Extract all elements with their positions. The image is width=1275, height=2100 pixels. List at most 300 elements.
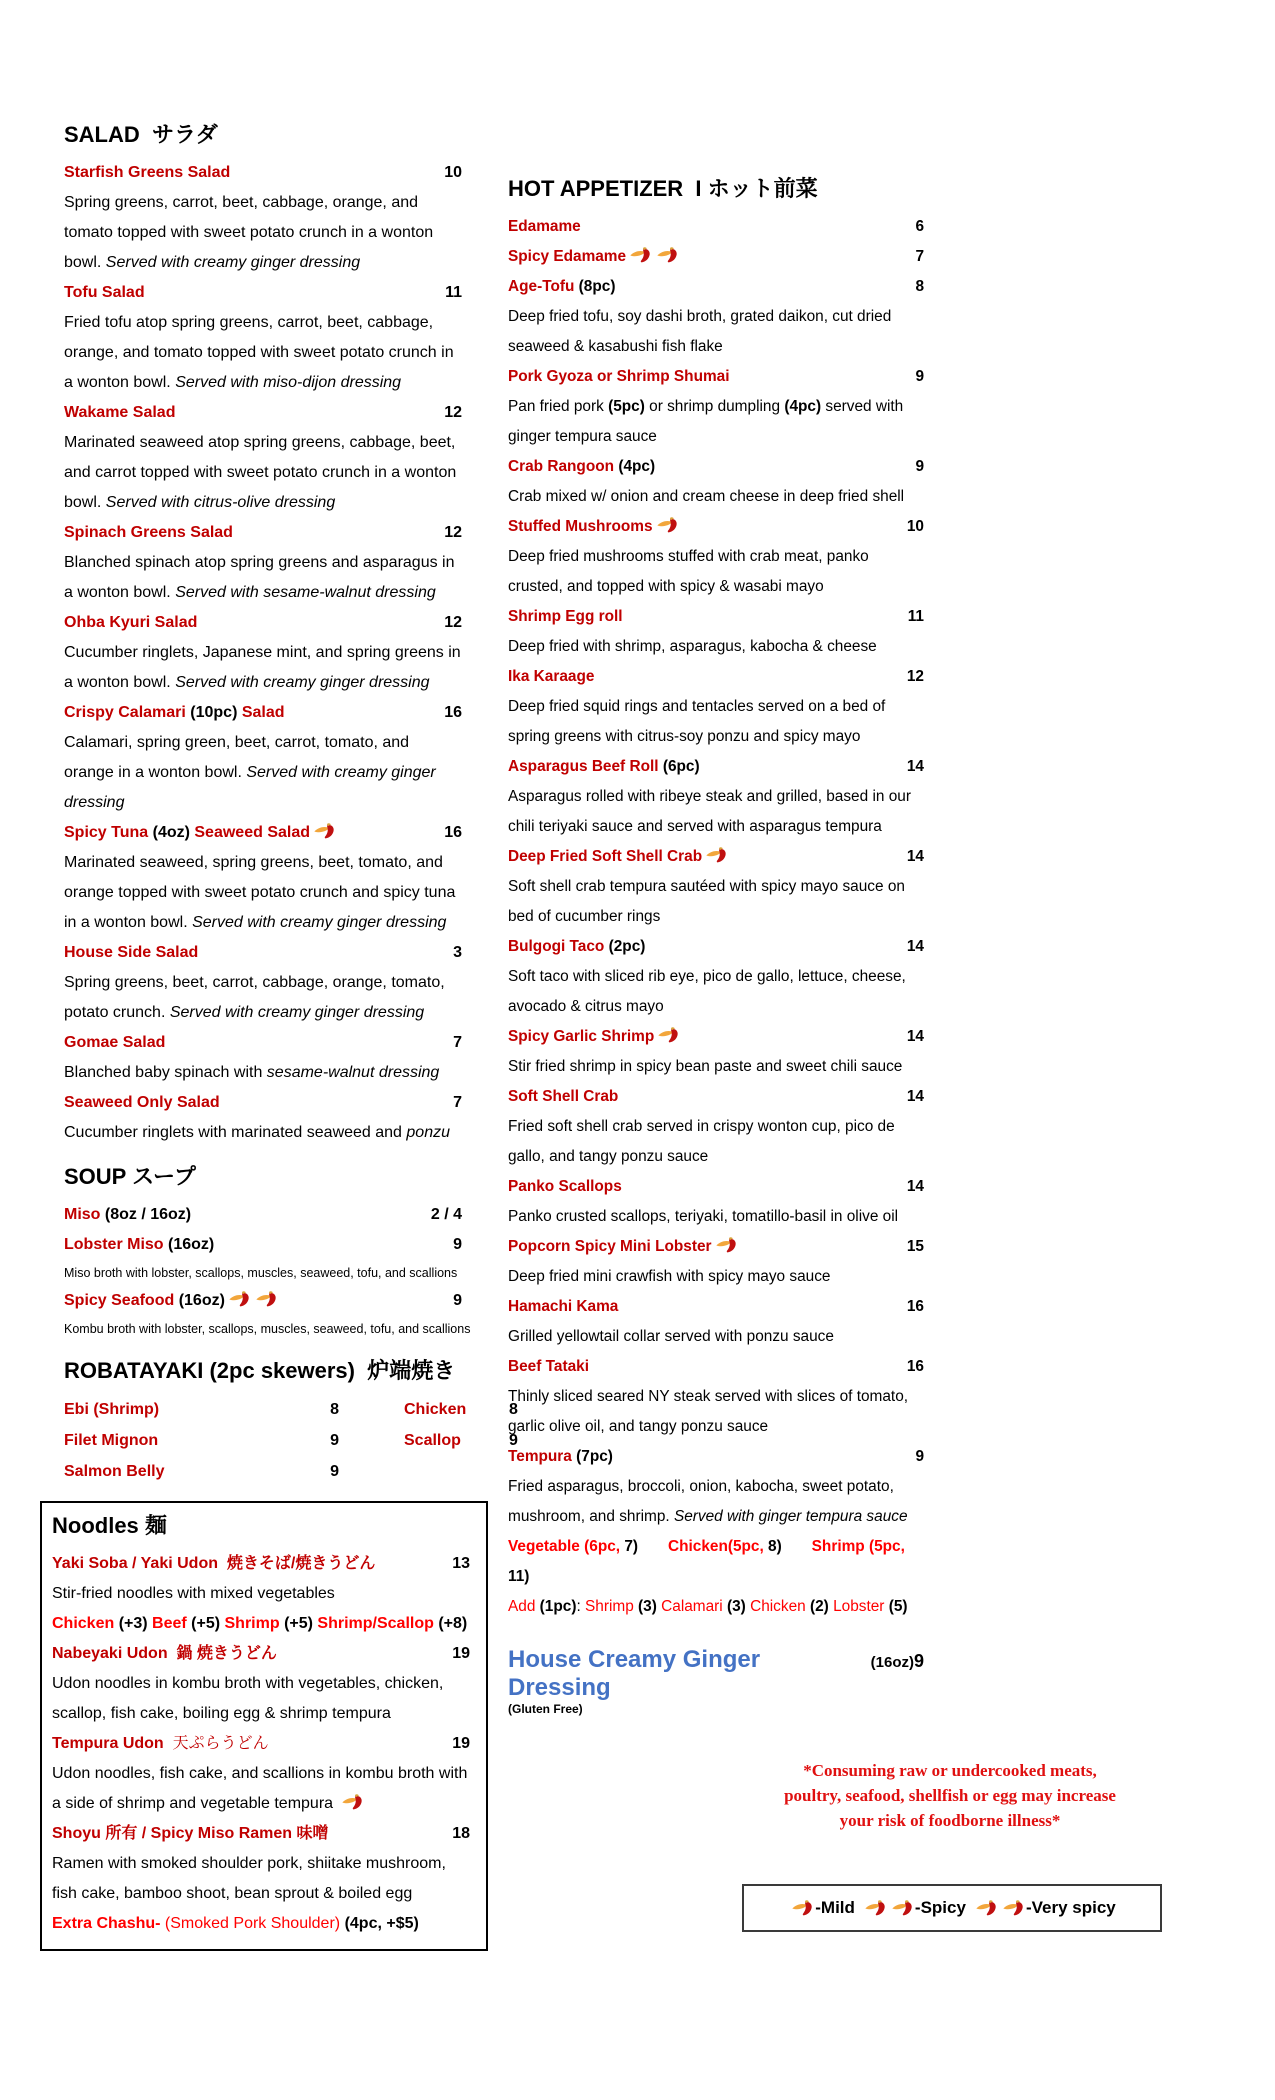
text-segment: Cucumber ringlets, Japanese mint, and spring greens in a wonton bowl. [64,644,466,691]
text-segment: Blanched baby spinach with [64,1064,267,1081]
legend-item [972,1898,1116,1918]
item-name [508,242,907,272]
item-price: 12 [444,404,462,421]
item-name [508,662,899,692]
text-segment: Spicy Seafood [64,1292,179,1309]
item-name [64,818,436,848]
text-segment: Served with creamy ginger dressing [105,254,361,271]
text-segment: ponzu [406,1124,450,1141]
item-price: 14 [906,1088,924,1105]
text-segment: Deep fried squid rings and tentacles served on a bed of spring greens with citrus-soy ponzu and spicy mayo [508,698,890,745]
text-segment: Miso broth with lobster, scallops, muscles, seaweed, tofu, and scallions [64,1266,458,1280]
text-segment: (+5) [191,1615,225,1632]
text-segment: Shrimp/Scallop [317,1615,439,1632]
skewer-name: Scallop [404,1432,461,1449]
item-price: 16 [906,1358,924,1375]
item-name [508,272,907,302]
item-name [508,1292,899,1322]
text-segment: Blanched spinach atop spring greens and asparagus in a wonton bowl. [64,554,459,601]
item-description [64,548,462,608]
soup-section-title: SOUP スープ [64,1164,196,1189]
item-price: 3 [453,944,462,961]
text-segment: Grilled yellowtail collar served with ponzu sauce [508,1328,834,1345]
text-segment: Ramen with smoked shoulder pork, shiitake mushroom, fish cake, bamboo shoot, bean sprout & boiled egg [52,1855,451,1902]
text-segment: 天ぷらうどん [163,1735,269,1752]
text-segment: Marinated seaweed atop spring greens, cabbage, beet, and carrot topped with sweet potato crunch in a wonton bowl. [64,434,461,511]
item-name [52,1909,470,1939]
item-name [508,1022,899,1052]
item-description [508,962,924,1022]
item-name [52,1819,444,1849]
text-segment: Tempura Udon [52,1735,164,1752]
menu-item [508,1172,924,1232]
item-name [64,1028,445,1058]
item-price: 9 [453,1236,462,1253]
noodle-items [52,1549,470,1939]
text-segment: Served with creamy ginger dressing [64,764,441,811]
item-description [64,1316,504,1342]
text-segment: Pork Gyoza or Shrimp Shumai [508,368,730,385]
item-price: 16 [906,1298,924,1315]
item-price: 9 [915,458,924,475]
skewer-name: Salmon Belly [64,1463,165,1480]
item-name [508,452,907,482]
text-segment: Deep fried with shrimp, asparagus, kabocha & cheese [508,638,877,655]
text-segment: 11) [508,1568,530,1585]
item-price: 19 [452,1735,470,1752]
skewer-row [64,1394,518,1425]
chili-icon [228,1291,252,1307]
text-segment: (4pc, +$5) [344,1915,419,1932]
text-segment: Udon noodles, fish cake, and scallions in kombu broth with a side of shrimp and vegetable tempura [52,1765,472,1812]
disclaimer-line: poultry, seafood, shellfish or egg may increase [784,1786,1116,1805]
text-segment: 鍋 焼きうどん [167,1645,277,1662]
text-segment: Spinach Greens Salad [64,524,233,541]
chili-icon [313,823,337,839]
text-segment: Seaweed Salad [189,824,310,841]
text-segment: Soft Shell Crab [508,1088,619,1105]
text-segment: : [576,1598,586,1615]
item-description [64,638,466,698]
menu-item [64,608,466,698]
text-segment: Served with creamy ginger dressing [192,914,447,931]
text-segment: (+8) [438,1615,468,1632]
text-segment: Hamachi Kama [508,1298,619,1315]
menu-item [508,1532,924,1592]
item-price: 10 [444,164,462,181]
house-dressing [508,1646,924,1717]
noodles-section-title: Noodles 麺 [52,1513,167,1538]
item-description [52,1759,470,1819]
item-description [508,1052,924,1082]
menu-item [52,1549,470,1609]
text-segment: (+3) [118,1615,153,1632]
item-name [64,938,445,968]
text-segment: Crab Rangoon [508,458,619,475]
item-price: 9 [915,1448,924,1465]
item-description [508,302,924,362]
skewer-row [64,1456,462,1487]
text-segment: (2pc) [608,938,646,955]
spice-legend [742,1884,1162,1932]
item-name [508,1442,907,1472]
item-name [52,1729,444,1759]
text-segment: Asparagus Beef Roll [508,758,663,775]
text-segment: 8) [768,1538,782,1555]
text-segment: Chicken(5pc, [667,1538,769,1555]
item-price: 16 [444,704,462,721]
robatayaki-rows [64,1394,518,1487]
item-price: 18 [452,1825,470,1842]
item-description [508,1262,924,1292]
text-segment: Spring greens, carrot, beet, cabbage, orange, and tomato topped with sweet potato crunch in a wonton bowl. [64,194,438,271]
item-name [64,1286,445,1316]
text-segment: Calamari [661,1598,727,1615]
item-name [508,1232,899,1262]
item-price: 7 [915,248,924,265]
menu-item [64,698,462,818]
item-price: 16 [444,824,462,841]
menu-item [64,1230,462,1286]
menu-item [64,518,462,608]
soup-items [64,1200,471,1342]
text-segment: Lobster [833,1598,889,1615]
menu-item [508,1352,924,1442]
text-segment: Served with creamy ginger dressing [175,674,430,691]
menu-item [508,602,924,662]
text-segment: Deep fried mushrooms stuffed with crab meat, panko crusted, and topped with spicy & wasabi mayo [508,548,873,595]
noodles-box [40,1501,488,1951]
text-segment: Fried soft shell crab served in crispy wonton cup, pico de gallo, and tangy ponzu sauce [508,1118,899,1165]
item-price: 7 [453,1094,462,1111]
text-segment: Ohba Kyuri Salad [64,614,198,631]
text-segment: 7) [624,1538,639,1555]
text-segment: Calamari, spring green, beet, carrot, tomato, and orange in a wonton bowl. [64,734,414,781]
menu-item [52,1729,470,1819]
item-description [508,542,924,602]
text-segment: (3) [638,1598,662,1615]
text-segment: (4pc) [784,398,822,415]
skewer-price: 9 [330,1463,339,1480]
text-segment: Add [508,1598,540,1615]
item-price: 14 [906,848,924,865]
item-description [52,1669,470,1729]
text-segment: (+5) [284,1615,318,1632]
item-price: 9 [915,368,924,385]
menu-item [52,1819,470,1909]
text-segment: Chicken [750,1598,810,1615]
menu-item [508,1082,924,1172]
text-segment: (5) [888,1598,908,1615]
text-segment: Shrimp [224,1615,285,1632]
text-segment: Lobster Miso [64,1236,169,1253]
item-description [508,1472,924,1532]
text-segment: Served with ginger tempura sauce [673,1508,908,1525]
text-segment: Beef [152,1615,192,1632]
item-price: 12 [906,668,924,685]
salad-items [64,158,466,1148]
item-name [508,1082,899,1112]
text-segment: Shoyu 所有 / Spicy Miso Ramen 味噌 [52,1825,329,1842]
text-segment: (3) [727,1598,751,1615]
item-name [508,212,907,242]
item-name [64,698,436,728]
menu-item [64,398,462,518]
text-segment: Kombu broth with lobster, scallops, muscles, seaweed, tofu, and scallions [64,1322,471,1336]
text-segment: served with ginger tempura sauce [508,398,908,445]
item-description [64,968,462,1028]
skewer-name: Ebi (Shrimp) [64,1401,160,1418]
item-description [508,392,924,452]
text-segment: Asparagus rolled with ribeye steak and grilled, based in our chili teriyaki sauce and served with asparagus tempura [508,788,916,835]
text-segment: Panko crusted scallops, teriyaki, tomatillo-basil in olive oil [508,1208,899,1225]
chili-icon [255,1291,279,1307]
item-description [508,482,924,512]
skewer-name: Chicken [404,1401,467,1418]
skewer-row [64,1425,518,1456]
chili-icon [656,517,680,533]
menu-item [508,272,924,362]
item-name [508,602,900,632]
menu-item [508,1442,924,1532]
disclaimer-line: *Consuming raw or undercooked meats, [803,1761,1097,1780]
text-segment: (8oz / 16oz) [104,1206,192,1223]
skewer-price: 9 [509,1432,518,1449]
disclaimer-line: your risk of foodborne illness* [839,1811,1061,1830]
text-segment: Spicy Tuna [64,824,153,841]
menu-item [508,1232,924,1292]
item-price: 9 [453,1292,462,1309]
item-description [64,188,462,278]
menu-item [64,278,462,398]
legend-item [788,1898,855,1918]
text-segment: Stir fried shrimp in spicy bean paste and sweet chili sauce [508,1058,903,1075]
text-segment: Crab mixed w/ onion and cream cheese in deep fried shell [508,488,905,505]
item-price: 10 [906,518,924,535]
item-name [508,1172,899,1202]
text-segment: Pan fried pork [508,398,609,415]
text-segment: (2) [809,1598,834,1615]
text-segment: Shrimp Egg roll [508,608,623,625]
text-segment: Crispy Calamari [64,704,191,721]
menu-item [508,752,924,842]
text-segment: Marinated seaweed, spring greens, beet, tomato, and orange topped with sweet potato crunch and spicy tuna in a wonton bowl. [64,854,460,931]
menu-item [508,362,924,452]
text-segment: Wakame Salad [64,404,176,421]
text-segment: Chicken [52,1615,119,1632]
item-price: 13 [452,1555,470,1572]
chili-icon [705,847,729,863]
text-segment: sesame-walnut dressing [266,1064,440,1081]
text-segment: Vegetable (6pc, [508,1538,625,1555]
text-segment: Yaki Soba / Yaki Udon [52,1555,218,1572]
text-segment: (4oz) [152,824,190,841]
item-description [64,428,462,518]
text-segment: Fried tofu atop spring greens, carrot, beet, cabbage, orange, and tomato topped with sweet potato crunch in a wonton bowl. [64,314,459,391]
dressing-price: 9 [913,1651,924,1671]
item-name [508,842,899,872]
menu-item [508,1292,924,1352]
item-name [52,1609,470,1639]
text-segment: Served with creamy ginger dressing [169,1004,425,1021]
item-description [508,1382,924,1442]
text-segment: (10pc) [190,704,238,721]
text-segment [638,1538,668,1555]
item-description [52,1579,470,1609]
item-description [52,1849,470,1909]
item-name [508,1352,899,1382]
skewer-name: Filet Mignon [64,1432,159,1449]
disclaimer [705,1758,1195,1833]
item-price: 14 [906,1178,924,1195]
menu-item [64,818,462,938]
text-segment: Stuffed Mushrooms [508,518,653,535]
text-segment: Miso [64,1206,105,1223]
menu-item [508,842,924,932]
legend-label: -Mild [815,1898,855,1917]
text-segment: Udon noodles in kombu broth with vegetables, chicken, scallop, fish cake, boiling egg & shrimp tempura [52,1675,448,1722]
item-name [64,1088,445,1118]
text-segment: (1pc) [539,1598,577,1615]
chili-icon [891,1900,915,1916]
text-segment: Spring greens, beet, carrot, cabbage, orange, tomato, potato crunch. [64,974,450,1021]
item-description [64,728,462,818]
skewer-price: 8 [509,1401,518,1418]
item-price: 6 [915,218,924,235]
menu-item [508,242,924,272]
menu-item [52,1639,470,1729]
item-description [64,1118,462,1148]
item-price: 14 [906,938,924,955]
text-segment: (8pc) [578,278,616,295]
text-segment: Shrimp (5pc, [811,1538,910,1555]
text-segment: (Smoked Pork Shoulder) [164,1915,345,1932]
menu-item [508,932,924,1022]
item-name [64,1200,423,1230]
chili-icon [791,1900,815,1916]
text-segment: Served with miso-dijon dressing [175,374,402,391]
text-segment: Tofu Salad [64,284,145,301]
text-segment: Served with sesame-walnut dressing [175,584,436,601]
text-segment [782,1538,812,1555]
text-segment: Spicy Edamame [508,248,627,265]
item-name [52,1639,444,1669]
legend-label: -Spicy [914,1898,966,1917]
item-name [64,158,436,188]
menu-item [64,1286,471,1342]
text-segment: Served with citrus-olive dressing [105,494,336,511]
item-price: 15 [906,1238,924,1255]
text-segment: Stir-fried noodles with mixed vegetables [52,1585,335,1602]
item-description [64,1058,462,1088]
text-segment: Deep fried mini crawfish with spicy mayo sauce [508,1268,831,1285]
chili-icon [1002,1900,1026,1916]
text-segment: Beef Tataki [508,1358,589,1375]
text-segment: Ika Karaage [508,668,595,685]
text-segment: Deep fried tofu, soy dashi broth, grated daikon, cut dried seaweed & kasabushi fish flake [508,308,896,355]
text-segment: House Side Salad [64,944,199,961]
item-name [508,932,899,962]
menu-item [508,212,924,242]
item-price: 7 [453,1034,462,1051]
text-segment: Seaweed Only Salad [64,1094,220,1111]
item-description [508,632,924,662]
item-name [64,278,437,308]
item-name [64,1230,445,1260]
item-price: 12 [444,614,462,631]
text-segment: or shrimp dumpling [644,398,785,415]
item-description [64,308,462,398]
menu-item [64,938,462,1028]
chili-icon [975,1900,999,1916]
item-name [52,1549,444,1579]
item-description [508,1202,924,1232]
menu-item [508,452,924,512]
item-name [508,362,907,392]
salad-section-title: SALAD サラダ [64,122,218,147]
menu-item [508,1592,924,1622]
text-segment: (16oz) [168,1236,215,1253]
menu-item [52,1609,470,1639]
item-description [508,1322,924,1352]
left-column [52,116,518,1951]
legend-item [861,1898,966,1918]
chili-icon [341,1794,365,1810]
text-segment: Salad [237,704,285,721]
item-price: 14 [906,1028,924,1045]
item-description [508,1112,924,1172]
text-segment: Spicy Garlic Shrimp [508,1028,655,1045]
item-description [64,1260,504,1286]
item-description [64,848,462,938]
menu-item [508,662,924,752]
item-price: 11 [907,608,924,625]
text-segment: Extra Chashu- [52,1915,165,1932]
text-segment: Thinly sliced seared NY steak served with slices of tomato, garlic olive oil, and tangy ponzu sauce [508,1388,913,1435]
item-name [508,1592,924,1622]
gluten-free-note: (Gluten Free) [508,1702,583,1716]
text-segment: Soft shell crab tempura sautéed with spicy mayo sauce on bed of cucumber rings [508,878,910,925]
text-segment: 焼きそば/焼きうどん [218,1555,376,1572]
text-segment: Fried asparagus, broccoli, onion, kabocha, sweet potato, mushroom, and shrimp. [508,1478,899,1525]
dressing-size: (16oz) [870,1654,914,1671]
text-segment: (16oz) [178,1292,225,1309]
item-description [508,692,924,752]
text-segment: (6pc) [662,758,700,775]
text-segment: Cucumber ringlets with marinated seaweed and [64,1124,407,1141]
house-dressing-head [508,1646,924,1702]
text-segment: Bulgogi Taco [508,938,609,955]
item-price: 19 [452,1645,470,1662]
text-segment: Panko Scallops [508,1178,622,1195]
text-segment: (5pc) [608,398,645,415]
menu-item [64,1028,462,1088]
text-segment: Gomae Salad [64,1034,166,1051]
hot-appetizer-section-title: HOT APPETIZER I ホット前菜 [508,176,818,201]
menu-item [52,1909,470,1939]
text-segment: Starfish Greens Salad [64,164,231,181]
item-price: 8 [915,278,924,295]
menu-item [64,1088,462,1148]
item-name [508,1532,924,1592]
text-segment: Shrimp [585,1598,639,1615]
item-name [64,398,436,428]
skewer-name [339,1456,509,1487]
text-segment: Popcorn Spicy Mini Lobster [508,1238,712,1255]
item-description [508,872,924,932]
menu-item [64,158,462,278]
text-segment: (7pc) [576,1448,613,1465]
